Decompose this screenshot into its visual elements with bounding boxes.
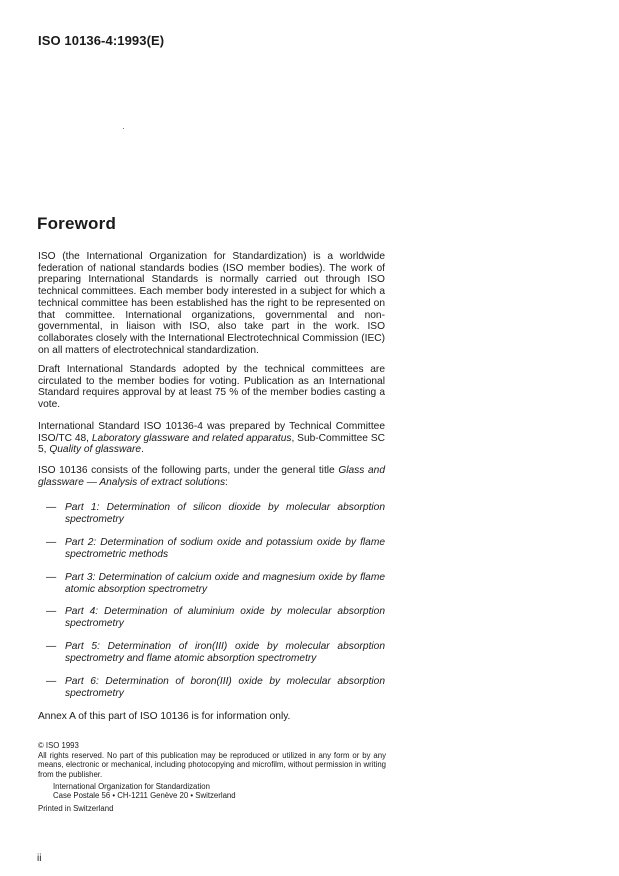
list-dash: — [46,502,57,513]
foreword-paragraph-2: Draft International Standards adopted by the technical committees are circulated to the member bodies for voting. Publication as an International Standard requires approval by at least 75 % of the member bodies casting a vote. [38,364,385,411]
p3-committee-title: Laboratory glassware and related apparatus [91,432,292,444]
part-list-item [46,641,385,664]
page-number: ii [37,853,42,864]
foreword-paragraph-4 [38,465,385,488]
publisher-postal: Case Postale 56 • CH-1211 Genève 20 • Switzerland [53,791,236,801]
p4-general-title: Glass and glassware — Analysis of extract solutions [38,465,385,488]
part-list-item [46,502,385,525]
p4-text-c: : [225,476,228,488]
list-dash: — [46,572,57,583]
part-list-item [46,572,385,595]
part-title: Part 3: Determination of calcium oxide and magnesium oxide by flame atomic absorption spectrometry [65,572,385,595]
p3-subcommittee-title: Quality of glassware [49,444,142,456]
publisher-address [53,782,236,801]
part-list-item [46,606,385,629]
rights-notice: All rights reserved. No part of this publication may be reproduced or utilized in any form or by any means, electronic or mechanical, including photocopying and microfilm, without permission in writing from the publisher. [38,751,386,779]
part-title: Part 1: Determination of silicon dioxide by molecular absorption spectrometry [65,502,385,525]
document-id: ISO 10136-4:1993(E) [38,33,165,48]
part-title: Part 5: Determination of iron(III) oxide by molecular absorption spectrometry and flame atomic absorption spectrometry [65,641,385,664]
copyright-notice: © ISO 1993 [38,741,79,750]
p4-text-a: ISO 10136 consists of the following parts, under the general title [38,465,339,476]
list-dash: — [46,606,57,617]
part-title: Part 2: Determination of sodium oxide and potassium oxide by flame spectrometric methods [65,537,385,560]
part-title: Part 4: Determination of aluminium oxide by molecular absorption spectrometry [65,606,385,629]
foreword-paragraph-1: ISO (the International Organization for Standardization) is a worldwide federation of national standards bodies (ISO member bodies). The work of preparing International Standards is normally carried out through ISO technical committees. Each member body interested in a subject for which a technical committee has been established has the right to be represented on that committee. International organizations, governmental and non-governmental, in liaison with ISO, also take part in the work. ISO collaborates closely with the International Electrotechnical Commission (IEC) on all matters of electrotechnical standardization. [38,251,385,356]
list-dash: — [46,537,57,548]
printed-in: Printed in Switzerland [38,804,114,813]
list-dash: — [46,641,57,652]
part-list-item [46,537,385,560]
publisher-name: International Organization for Standardization [53,782,210,791]
p3-text-c: , Sub-Committee SC 5, [38,432,385,456]
p3-text-a: International Standard ISO 10136-4 was prepared by Technical Committee ISO/TC 48, [38,421,385,444]
part-list-item [46,676,385,699]
p3-text-e: . [141,444,144,456]
foreword-paragraph-3 [38,421,385,456]
page-title: Foreword [37,214,117,233]
list-dash: — [46,676,57,687]
part-title: Part 6: Determination of boron(III) oxide by molecular absorption spectrometry [65,676,385,699]
stray-mark [123,128,124,129]
annex-note: Annex A of this part of ISO 10136 is for information only. [38,711,291,722]
